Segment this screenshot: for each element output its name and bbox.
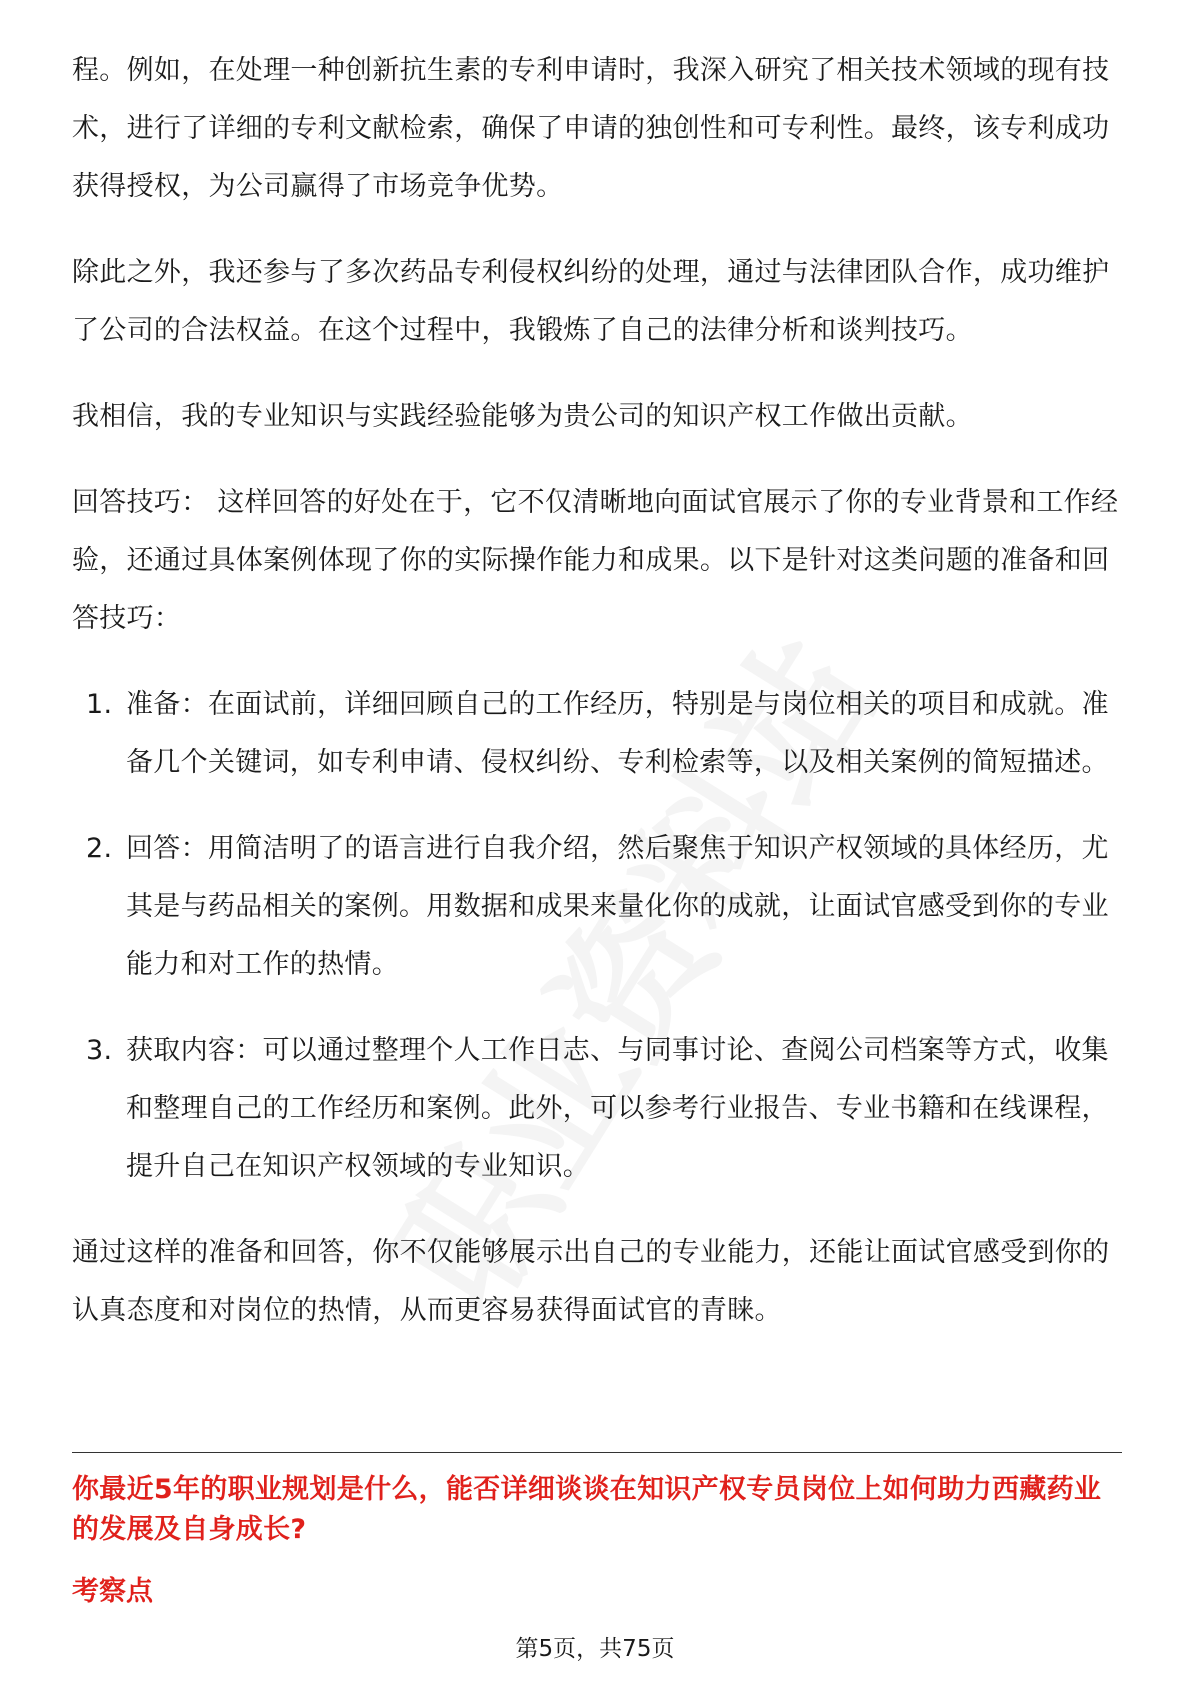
section-label: 考察点 <box>72 1576 153 1607</box>
paragraph-case-example: 程。例如，在处理一种创新抗生素的专利申请时，我深入研究了相关技术领域的现有技术，进行了详细的专利文献检索，确保了申请的独创性和可专利性。最终，该专利成功获得授权，为公司赢得了市场竞争优势。 <box>72 55 1110 202</box>
list-number: 2. <box>86 833 113 864</box>
list-item-text: 回答：用简洁明了的语言进行自我介绍，然后聚焦于知识产权领域的具体经历，尤其是与药品相关的案例。用数据和成果来量化你的成就，让面试官感受到你的专业能力和对工作的热情。 <box>126 833 1109 980</box>
tips-list <box>72 676 1122 1196</box>
answer-body <box>72 42 1122 1340</box>
list-item <box>72 1022 1122 1196</box>
list-item-text: 准备：在面试前，详细回顾自己的工作经历，特别是与岗位相关的项目和成就。准备几个关键词，如专利申请、侵权纠纷、专利检索等，以及相关案例的简短描述。 <box>126 689 1109 778</box>
list-item <box>72 676 1122 792</box>
list-item-text: 获取内容：可以通过整理个人工作日志、与同事讨论、查阅公司档案等方式，收集和整理自己的工作经历和案例。此外，可以参考行业报告、专业书籍和在线课程，提升自己在知识产权领域的专业知识。 <box>126 1035 1109 1182</box>
paragraph-answer-tips: 回答技巧： 这样回答的好处在于，它不仅清晰地向面试官展示了你的专业背景和工作经验，还通过具体案例体现了你的实际操作能力和成果。以下是针对这类问题的准备和回答技巧： <box>72 487 1119 634</box>
list-number: 3. <box>86 1035 113 1066</box>
paragraph-infringement: 除此之外，我还参与了多次药品专利侵权纠纷的处理，通过与法律团队合作，成功维护了公司的合法权益。在这个过程中，我锻炼了自己的法律分析和谈判技巧。 <box>72 257 1110 346</box>
question-heading: 你最近5年的职业规划是什么，能否详细谈谈在知识产权专员岗位上如何助力西藏药业的发展及自身成长? <box>72 1474 1102 1545</box>
page-number: 第5页，共75页 <box>515 1636 675 1662</box>
paragraph-conclusion: 我相信，我的专业知识与实践经验能够为贵公司的知识产权工作做出贡献。 <box>72 401 973 432</box>
section-divider <box>72 1452 1122 1453</box>
list-number: 1. <box>86 689 113 720</box>
list-item <box>72 820 1122 994</box>
paragraph-summary: 通过这样的准备和回答，你不仅能够展示出自己的专业能力，还能让面试官感受到你的认真态度和对岗位的热情，从而更容易获得面试官的青睐。 <box>72 1237 1110 1326</box>
